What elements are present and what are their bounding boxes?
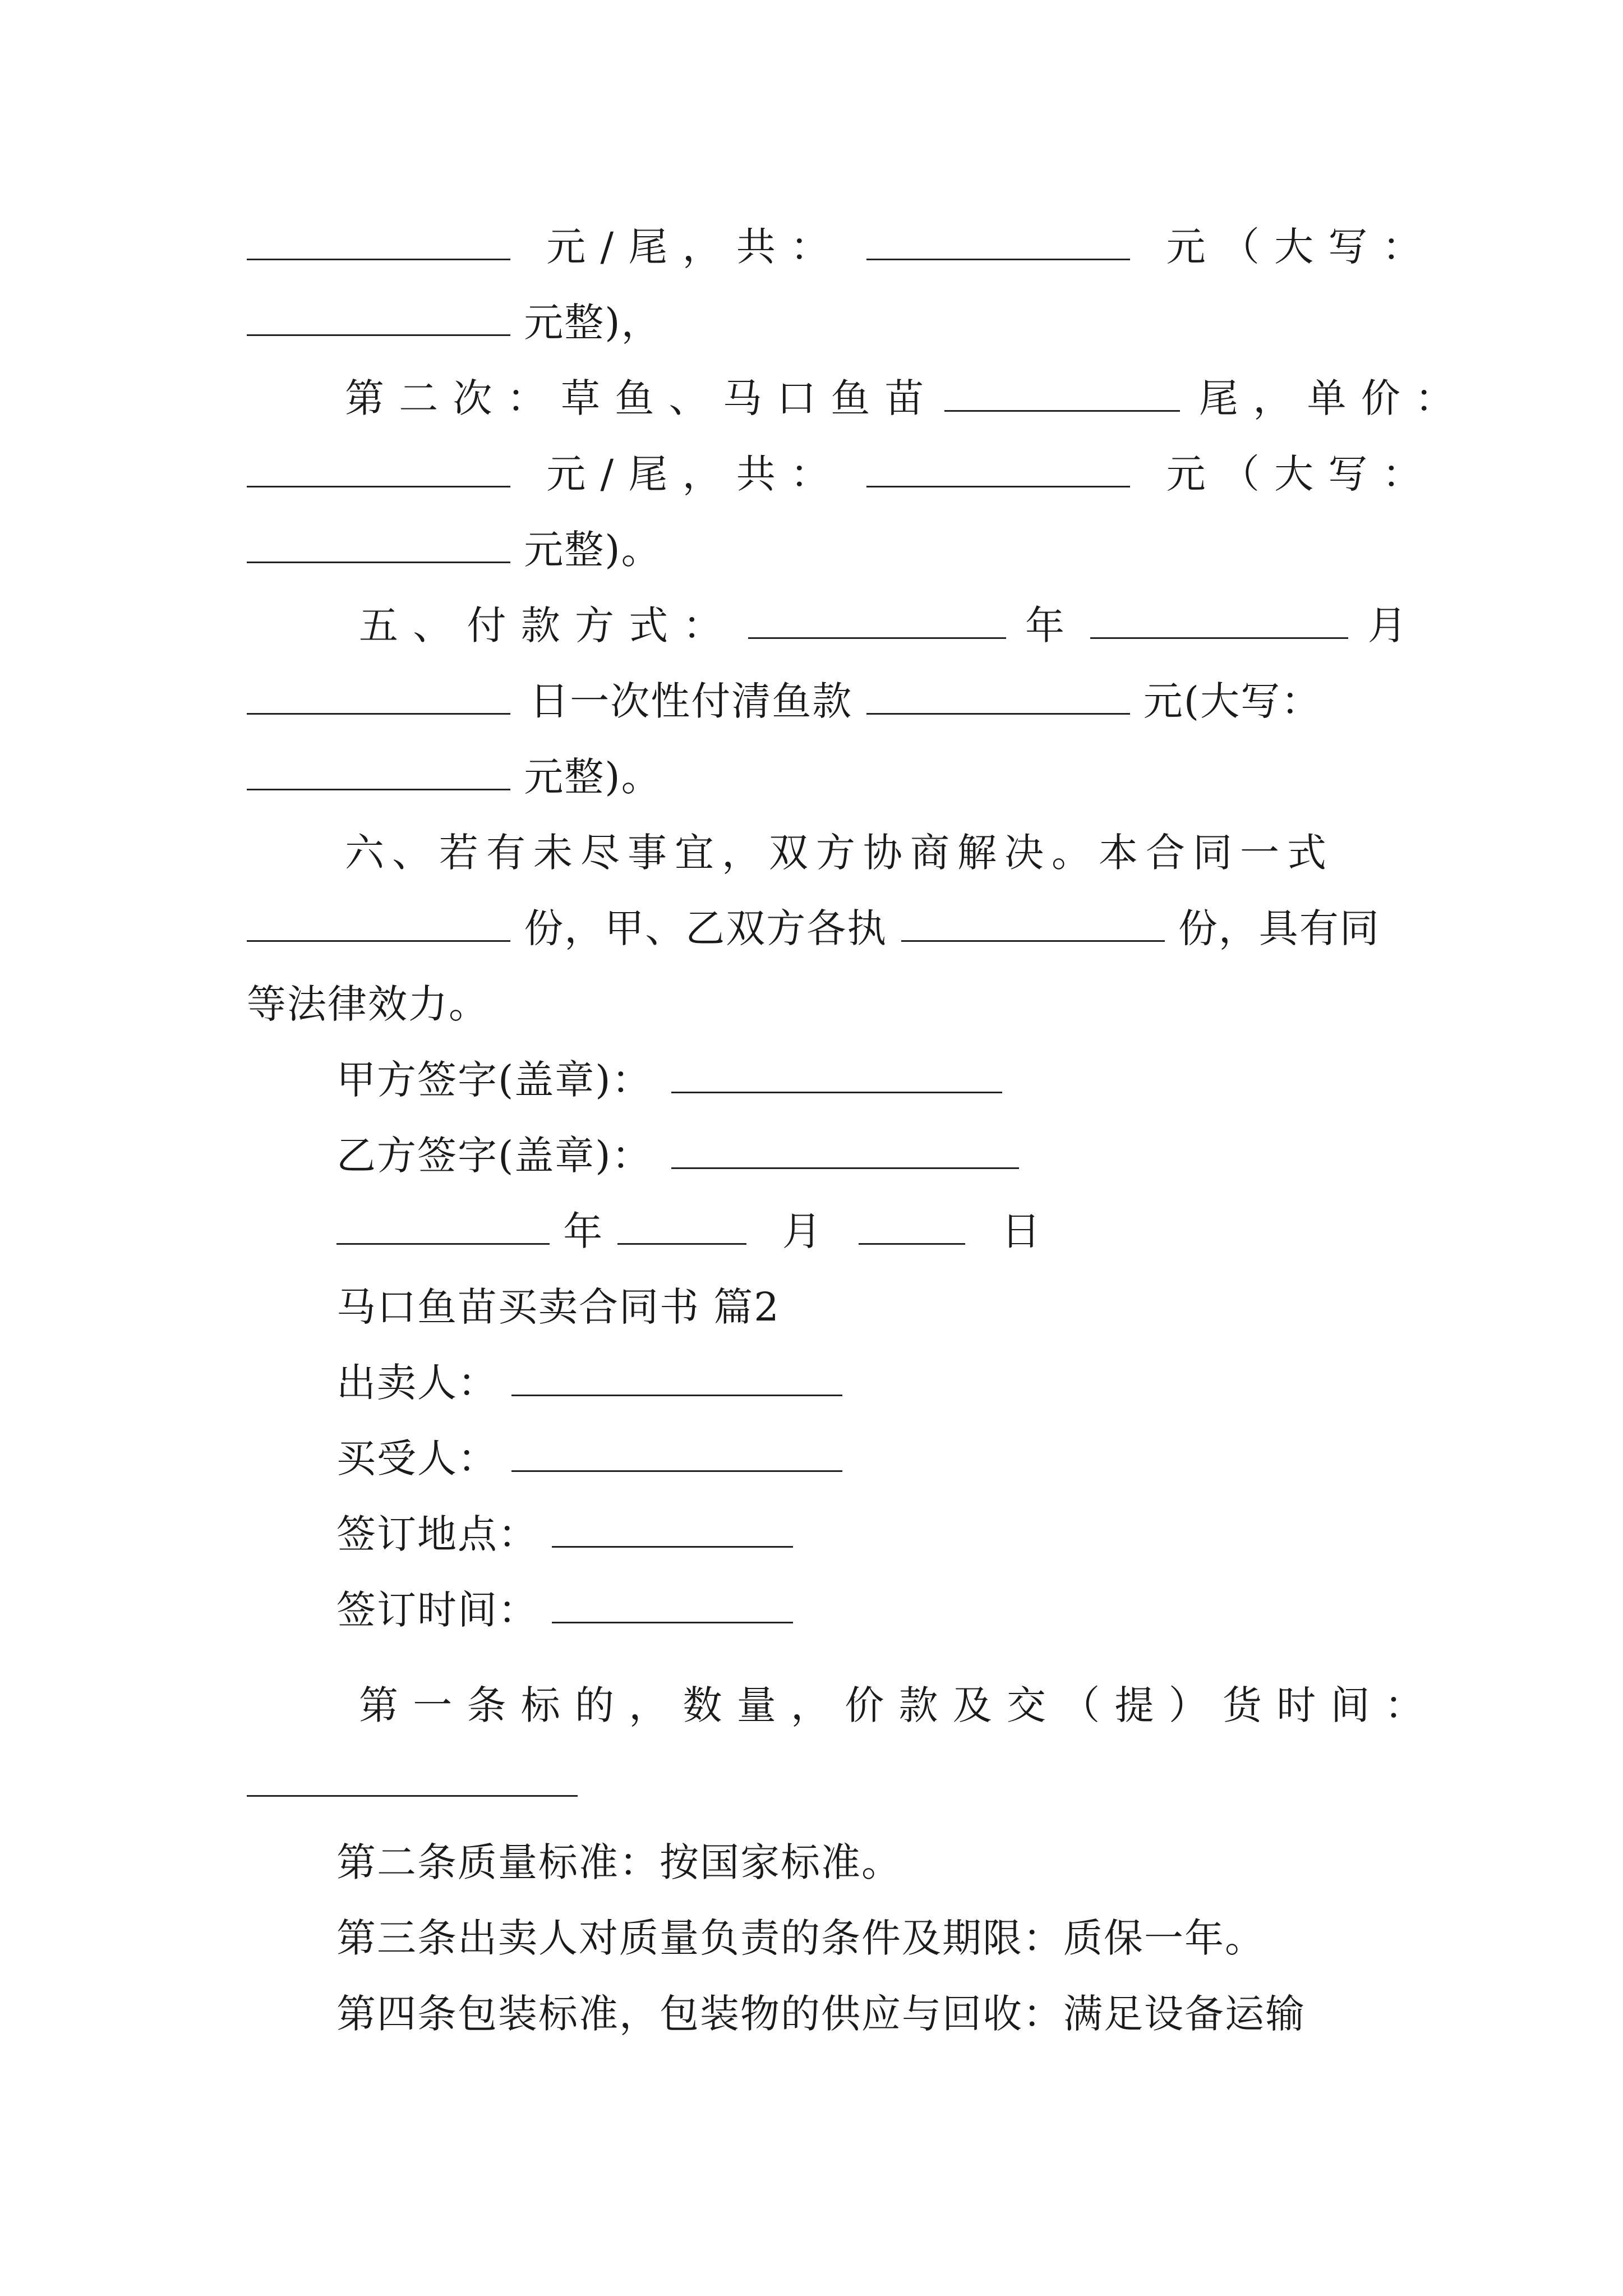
signing-time-field[interactable]: [552, 1587, 793, 1623]
text-segment: 日一次性付清鱼款: [529, 678, 853, 724]
text-segment: 元 / 尾 ， 共 ：: [546, 451, 831, 497]
article-one-line: [359, 1677, 1425, 1733]
seller-line: [336, 1355, 842, 1411]
text-segment: 份，具有同: [1178, 905, 1380, 951]
text-segment: 乙方签字(盖章)：: [336, 1133, 652, 1179]
blank-field[interactable]: [247, 300, 510, 336]
article-three-line: [336, 1910, 1265, 1966]
text-segment: 日: [1001, 1208, 1042, 1254]
blank-field[interactable]: [247, 527, 510, 563]
text-segment: 元整)。: [524, 527, 662, 573]
month-field[interactable]: [617, 1208, 746, 1245]
blank-field[interactable]: [1090, 602, 1348, 639]
blank-field[interactable]: [247, 905, 510, 942]
year-field[interactable]: [336, 1208, 550, 1245]
signing-place-line: [336, 1506, 793, 1562]
blank-field[interactable]: [247, 754, 510, 790]
article-two-line: [336, 1834, 902, 1890]
seller-field[interactable]: [511, 1360, 842, 1396]
text-segment: 第三条出卖人对质量负责的条件及期限：质保一年。: [336, 1915, 1265, 1961]
payment-line-2: [247, 673, 1321, 729]
price-line-2: [247, 295, 662, 351]
party-a-signature-line: [336, 1052, 1002, 1108]
section-title: [336, 1279, 780, 1335]
blank-field[interactable]: [247, 224, 510, 260]
text-segment: 元 （ 大 写 ：: [1166, 224, 1423, 270]
signing-place-field[interactable]: [552, 1511, 793, 1548]
text-segment: 六、若有未尽事宜，双方协商解决。本合同一式: [345, 830, 1334, 876]
buyer-field[interactable]: [511, 1435, 842, 1472]
blank-field[interactable]: [944, 375, 1180, 412]
article-four-line: [336, 1986, 1306, 2042]
text-segment: 签订时间：: [336, 1587, 538, 1633]
payment-line-3: [247, 749, 662, 805]
blank-field[interactable]: [247, 451, 510, 487]
price-line-4: [247, 446, 1423, 502]
text-segment: 元整)，: [524, 300, 662, 346]
legal-effect-line: [247, 976, 489, 1032]
signing-time-line: [336, 1582, 793, 1638]
text-segment: 第二条质量标准：按国家标准。: [336, 1839, 902, 1885]
article-one-field[interactable]: [247, 1795, 578, 1797]
clause-six-line: [345, 825, 1334, 881]
text-segment: 尾 ， 单 价 ：: [1199, 375, 1456, 421]
day-field[interactable]: [859, 1208, 965, 1245]
date-line: [336, 1203, 1041, 1259]
blank-field[interactable]: [866, 678, 1130, 715]
second-batch-line: [345, 370, 1455, 426]
party-b-signature-line: [336, 1128, 1019, 1184]
text-segment: 第 一 条 标 的 ， 数 量 ， 价 款 及 交 （ 提 ） 货 时 间 ：: [359, 1682, 1425, 1728]
price-line-5: [247, 522, 662, 578]
blank-field[interactable]: [866, 451, 1130, 487]
signature-field[interactable]: [671, 1057, 1002, 1093]
text-segment: 五 、 付 款 方 式 ：: [359, 602, 723, 648]
text-segment: 买受人：: [336, 1435, 498, 1481]
blank-field[interactable]: [748, 602, 1006, 639]
text-segment: 签订地点：: [336, 1511, 538, 1557]
blank-field[interactable]: [247, 678, 510, 715]
buyer-line: [336, 1430, 842, 1487]
text-segment: 元(大写：: [1143, 678, 1322, 724]
text-segment: 马口鱼苗买卖合同书 篇2: [336, 1284, 780, 1330]
text-segment: 月: [1367, 602, 1408, 648]
text-segment: 出卖人：: [336, 1360, 498, 1406]
text-segment: 元整)。: [524, 754, 662, 800]
text-segment: 年: [1025, 602, 1066, 648]
text-segment: 第四条包装标准，包装物的供应与回收：满足设备运输: [336, 1991, 1306, 2037]
copies-line: [247, 900, 1380, 956]
signature-field[interactable]: [671, 1133, 1019, 1169]
text-segment: 年: [563, 1208, 604, 1254]
text-segment: 份，甲、乙双方各执: [524, 905, 888, 951]
text-segment: 元 （ 大 写 ：: [1166, 451, 1423, 497]
price-line-1: [247, 219, 1423, 275]
text-segment: 甲方签字(盖章)：: [336, 1057, 652, 1103]
blank-field[interactable]: [901, 905, 1165, 942]
text-segment: 月: [782, 1208, 823, 1254]
text-segment: 元 / 尾 ， 共 ：: [546, 224, 831, 270]
text-segment: 第 二 次 ： 草 鱼 、 马 口 鱼 苗: [345, 375, 925, 421]
text-segment: 等法律效力。: [247, 981, 489, 1027]
payment-method-line: [359, 597, 1408, 654]
blank-field[interactable]: [866, 224, 1130, 260]
